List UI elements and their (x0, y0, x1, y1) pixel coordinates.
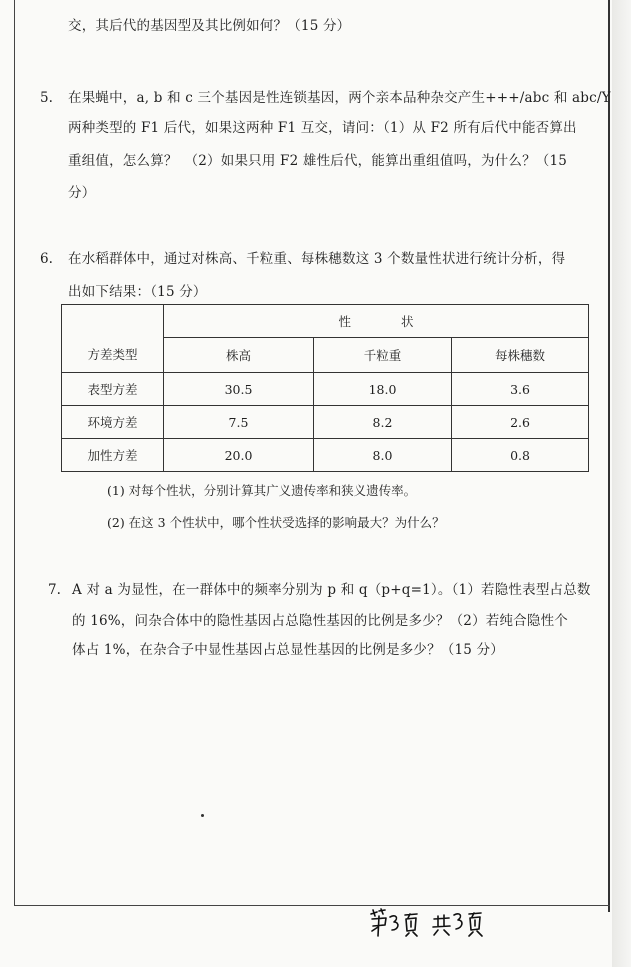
question-5-number: 5. (40, 90, 53, 106)
page-right-border (608, 0, 610, 912)
table-cell: 20.0 (164, 439, 314, 472)
question-6-line-2: 出如下结果：（15 分） (68, 284, 207, 300)
table-column-header: 千粒重 (314, 338, 452, 373)
table-row-label: 环境方差 (62, 406, 164, 439)
previous-question-tail: 交，其后代的基因型及其比例如何？（15 分） (68, 18, 351, 34)
question-7-line-1: A 对 a 为显性，在一群体中的频率分别为 p 和 q（p+q=1）。（1）若隐性表型占总数 (72, 582, 591, 598)
table-trait-header: 性 状 (164, 305, 589, 338)
table-cell: 7.5 (164, 406, 314, 439)
table-row (62, 439, 589, 472)
question-7-line-2: 的 16%，问杂合体中的隐性基因占总隐性基因的比例是多少？（2）若纯合隐性个 (72, 613, 568, 629)
variance-table (61, 304, 589, 472)
table-row-label: 表型方差 (62, 373, 164, 406)
table-cell: 8.2 (314, 406, 452, 439)
page-left-border (14, 0, 15, 905)
question-7-line-3: 体占 1%，在杂合子中显性基因占总显性基因的比例是多少？（15 分） (72, 642, 504, 658)
scan-edge-shadow (612, 0, 631, 967)
question-5-line-4: 分） (68, 185, 96, 201)
question-5-line-1: 在果蝇中，a, b 和 c 三个基因是性连锁基因，两个亲本品种杂交产生+++/abc 和 abc/Y (68, 90, 611, 106)
question-7-number: 7. (48, 582, 61, 598)
table-cell: 8.0 (314, 439, 452, 472)
handwritten-page-number (368, 906, 498, 940)
table-column-header: 每株穗数 (452, 338, 589, 373)
question-6-sub-2: (2) 在这 3 个性状中，哪个性状受选择的影响最大？为什么？ (107, 515, 445, 530)
question-6-sub-1: (1) 对每个性状，分别计算其广义遗传率和狭义遗传率。 (107, 483, 417, 498)
scan-speck (201, 814, 204, 817)
table-row-header: 方差类型 (62, 305, 164, 373)
question-6-line-1: 在水稻群体中，通过对株高、千粒重、每株穗数这 3 个数量性状进行统计分析，得 (68, 251, 566, 267)
question-5-line-2: 两种类型的 F1 后代，如果这两种 F1 互交，请问：（1）从 F2 所有后代中能否算出 (68, 120, 577, 136)
table-cell: 3.6 (452, 373, 589, 406)
table-row (62, 406, 589, 439)
table-cell: 2.6 (452, 406, 589, 439)
question-6-number: 6. (40, 251, 53, 267)
question-5-line-3: 重组值，怎么算？ （2）如果只用 F2 雄性后代，能算出重组值吗，为什么？（15 (68, 153, 568, 169)
table-row-label: 加性方差 (62, 439, 164, 472)
table-cell: 0.8 (452, 439, 589, 472)
table-column-header: 株高 (164, 338, 314, 373)
table-cell: 18.0 (314, 373, 452, 406)
table-cell: 30.5 (164, 373, 314, 406)
table-row (62, 373, 589, 406)
page-bottom-border (14, 905, 610, 906)
